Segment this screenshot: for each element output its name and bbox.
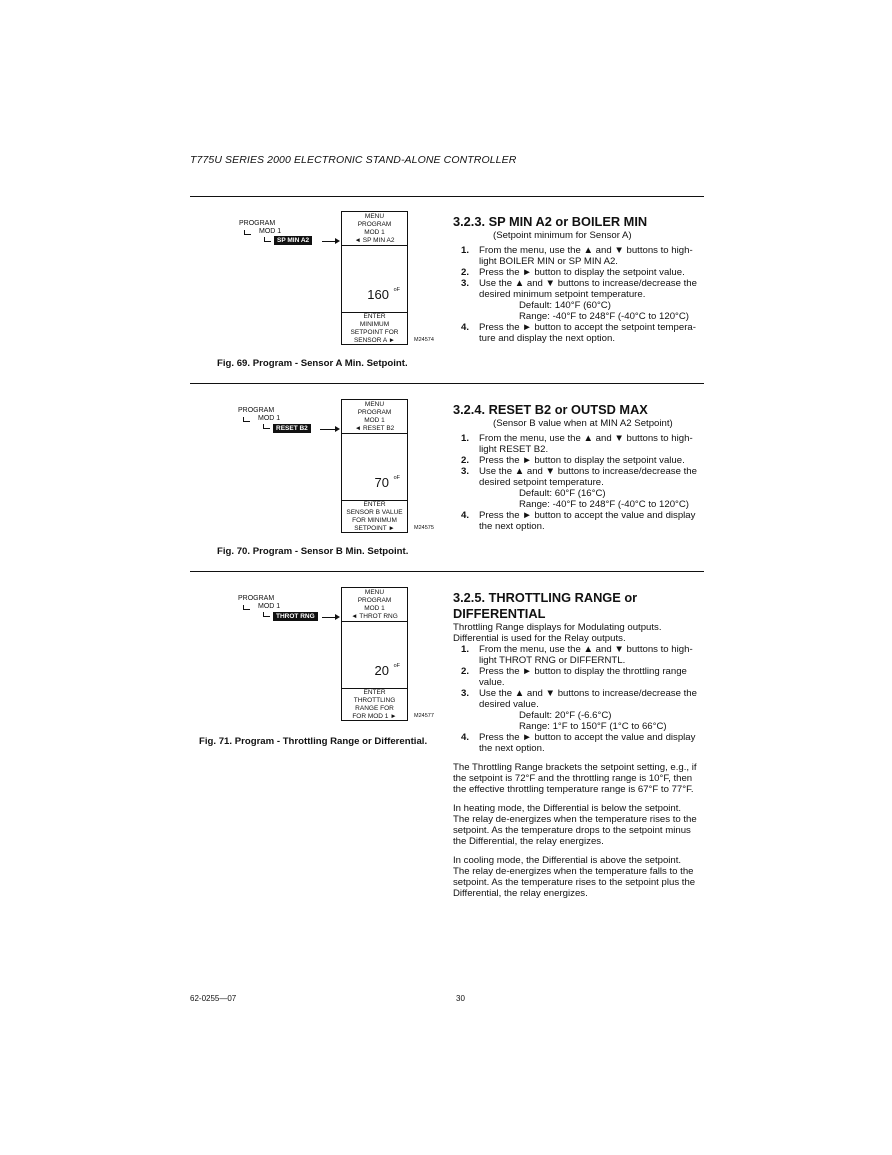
- tree-mod: MOD 1: [258, 415, 281, 422]
- title-line: DIFFERENTIAL: [453, 606, 546, 621]
- display-line: ENTER: [363, 689, 386, 696]
- step-number: 4.: [461, 510, 470, 521]
- intro-text: Differential is used for the Relay outputs.: [453, 633, 626, 644]
- step-text: desired value.: [479, 699, 539, 710]
- display-line: ◄ THROT RNG: [351, 613, 398, 620]
- range-value: Range: 1°F to 150°F (1°C to 66°C): [519, 721, 667, 732]
- arrow-head: [335, 238, 340, 244]
- step-number: 2.: [461, 666, 470, 677]
- menu-tag: THROT RNG: [273, 612, 318, 621]
- paragraph-line: the setpoint is 72°F and the throttling range is 10°F, then: [453, 773, 693, 784]
- step-number: 1.: [461, 433, 470, 444]
- display-footer: [342, 688, 407, 720]
- step-item: [453, 510, 709, 532]
- step-number: 1.: [461, 245, 470, 256]
- step-number: 4.: [461, 732, 470, 743]
- tree-program: PROGRAM: [238, 407, 275, 414]
- divider: [190, 571, 704, 572]
- display-line: MINIMUM: [359, 321, 390, 328]
- step-number: 4.: [461, 322, 470, 333]
- display-header: [342, 212, 407, 246]
- step-text: desired setpoint temperature.: [479, 477, 604, 488]
- figure-69-diagram: [236, 211, 440, 357]
- step-number: 3.: [461, 466, 470, 477]
- display-line: RANGE FOR: [355, 705, 394, 712]
- figure-code: M24574: [414, 337, 434, 343]
- display-line: ◄ RESET B2: [354, 425, 395, 432]
- paragraph-line: the effective throttling temperature range is 67°F to 77°F.: [453, 784, 694, 795]
- page-number: 30: [456, 994, 465, 1003]
- step-item: [453, 688, 709, 732]
- step-list: [453, 644, 709, 754]
- figure-caption: Fig. 71. Program - Throttling Range or Differential.: [199, 736, 428, 747]
- step-text: From the menu, use the ▲ and ▼ buttons to high-: [479, 644, 693, 655]
- display-line: ◄ SP MIN A2: [354, 237, 395, 244]
- paragraph-line: In cooling mode, the Differential is above the setpoint.: [453, 855, 682, 866]
- setpoint-value: 160: [367, 287, 389, 302]
- arrow-head: [335, 426, 340, 432]
- step-item: [453, 267, 709, 278]
- title-line: 3.2.5. THROTTLING RANGE or: [453, 590, 638, 605]
- paragraph-line: the Differential, the relay energizes.: [453, 836, 604, 847]
- tree-connector: [244, 230, 251, 235]
- section-title: [453, 590, 709, 622]
- step-item: [453, 278, 709, 322]
- menu-tag: SP MIN A2: [274, 236, 312, 245]
- step-number: 3.: [461, 688, 470, 699]
- range-value: Range: -40°F to 248°F (-40°C to 120°C): [519, 499, 689, 510]
- section-subtitle: (Setpoint minimum for Sensor A): [493, 230, 632, 241]
- tree-connector: [243, 417, 250, 422]
- unit-label: oF: [393, 287, 400, 293]
- paragraph-line: setpoint. As the temperature drops to the setpoint minus: [453, 825, 691, 836]
- display-line: MENU: [364, 401, 385, 408]
- step-number: 3.: [461, 278, 470, 289]
- step-text: value.: [479, 677, 505, 688]
- paragraph: [453, 855, 709, 899]
- step-text: Use the ▲ and ▼ buttons to increase/decrease the: [479, 278, 697, 289]
- tree-connector: [263, 612, 270, 617]
- section-3-2-3: [453, 214, 709, 344]
- section-3-2-4: [453, 402, 709, 532]
- arrow-line: [320, 429, 336, 430]
- display-line: SETPOINT ►: [354, 525, 395, 532]
- figure-caption: Fig. 70. Program - Sensor B Min. Setpoint.: [217, 546, 409, 557]
- arrow-line: [322, 241, 336, 242]
- step-text: light BOILER MIN or SP MIN A2.: [479, 256, 618, 267]
- step-text: Press the ► button to display the throttling range: [479, 666, 687, 677]
- display-header: [342, 400, 407, 434]
- paragraph-line: Differential, the relay energizes.: [453, 888, 588, 899]
- paragraph-line: The relay de-energizes when the temperature falls to the: [453, 866, 694, 877]
- display-line: MOD 1: [364, 417, 385, 424]
- display-line: FOR MOD 1 ►: [352, 713, 397, 720]
- step-text: Use the ▲ and ▼ buttons to increase/decrease the: [479, 466, 697, 477]
- range-value: Range: -40°F to 248°F (-40°C to 120°C): [519, 311, 689, 322]
- tree-connector: [264, 237, 271, 242]
- step-text: ture and display the next option.: [479, 333, 616, 344]
- lcd-display: [341, 587, 408, 721]
- display-header: [342, 588, 407, 622]
- step-text: Press the ► button to display the setpoint value.: [479, 455, 685, 466]
- paragraph: [453, 762, 709, 795]
- setpoint-value: 20: [374, 663, 389, 678]
- display-line: MOD 1: [364, 229, 385, 236]
- step-text: From the menu, use the ▲ and ▼ buttons to high-: [479, 433, 693, 444]
- step-text: light THROT RNG or DIFFERNTL.: [479, 655, 626, 666]
- setpoint-value: 70: [374, 475, 389, 490]
- step-list: [453, 245, 709, 344]
- default-value: Default: 60°F (16°C): [519, 488, 606, 499]
- display-value-area: [342, 244, 407, 313]
- step-item: [453, 245, 709, 267]
- display-line: MENU: [364, 589, 385, 596]
- arrow-line: [322, 617, 336, 618]
- figure-code: M24575: [414, 525, 434, 531]
- menu-tag: RESET B2: [273, 424, 311, 433]
- display-line: SENSOR B VALUE: [346, 509, 403, 516]
- arrow-head: [335, 614, 340, 620]
- step-text: Press the ► button to accept the value and display: [479, 732, 696, 743]
- section-subtitle: (Sensor B value when at MIN A2 Setpoint): [493, 418, 673, 429]
- figure-code: M24577: [414, 713, 434, 719]
- display-line: THROTTLING: [353, 697, 396, 704]
- step-item: [453, 433, 709, 455]
- section-title: 3.2.3. SP MIN A2 or BOILER MIN: [453, 214, 648, 229]
- step-text: desired minimum setpoint temperature.: [479, 289, 646, 300]
- unit-label: oF: [393, 663, 400, 669]
- default-value: Default: 20°F (-6.6°C): [519, 710, 612, 721]
- display-footer: [342, 500, 407, 532]
- figure-caption: Fig. 69. Program - Sensor A Min. Setpoint.: [217, 358, 408, 369]
- tree-program: PROGRAM: [238, 595, 275, 602]
- display-value-area: [342, 620, 407, 689]
- display-line: SETPOINT FOR: [350, 329, 399, 336]
- step-text: Press the ► button to accept the setpoint tempera-: [479, 322, 696, 333]
- step-item: [453, 455, 709, 466]
- section-3-2-5: [453, 590, 709, 899]
- step-text: Press the ► button to display the setpoint value.: [479, 267, 685, 278]
- tree-mod: MOD 1: [259, 228, 282, 235]
- paragraph-line: In heating mode, the Differential is below the setpoint.: [453, 803, 682, 814]
- paragraph: [453, 803, 709, 847]
- figure-71-diagram: [236, 587, 440, 733]
- step-number: 2.: [461, 455, 470, 466]
- default-value: Default: 140°F (60°C): [519, 300, 611, 311]
- display-line: SENSOR A ►: [353, 337, 396, 344]
- tree-connector: [263, 424, 270, 429]
- display-line: ENTER: [363, 313, 386, 320]
- step-item: [453, 644, 709, 666]
- display-value-area: [342, 432, 407, 501]
- display-line: PROGRAM: [357, 221, 392, 228]
- step-item: [453, 322, 709, 344]
- step-list: [453, 433, 709, 532]
- step-number: 2.: [461, 267, 470, 278]
- paragraph-line: The relay de-energizes when the temperature rises to the: [453, 814, 697, 825]
- document-number: 62-0255—07: [190, 994, 237, 1003]
- display-line: PROGRAM: [357, 409, 392, 416]
- display-line: MOD 1: [364, 605, 385, 612]
- figure-70-diagram: [236, 399, 440, 545]
- intro-text: Throttling Range displays for Modulating outputs.: [453, 622, 662, 633]
- divider: [190, 383, 704, 384]
- step-item: [453, 732, 709, 754]
- section-title: 3.2.4. RESET B2 or OUTSD MAX: [453, 402, 648, 417]
- step-text: light RESET B2.: [479, 444, 549, 455]
- step-text: From the menu, use the ▲ and ▼ buttons to high-: [479, 245, 693, 256]
- tree-mod: MOD 1: [258, 603, 281, 610]
- paragraph-line: The Throttling Range brackets the setpoint setting, e.g., if: [453, 762, 697, 773]
- tree-program: PROGRAM: [239, 220, 276, 227]
- paragraph-line: setpoint. As the temperature rises to the setpoint plus the: [453, 877, 696, 888]
- step-text: the next option.: [479, 521, 545, 532]
- display-line: PROGRAM: [357, 597, 392, 604]
- page-header: T775U SERIES 2000 ELECTRONIC STAND-ALONE CONTROLLER: [190, 154, 517, 166]
- step-text: Press the ► button to accept the value and display: [479, 510, 696, 521]
- lcd-display: [341, 211, 408, 345]
- tree-connector: [243, 605, 250, 610]
- step-text: the next option.: [479, 743, 545, 754]
- step-item: [453, 666, 709, 688]
- step-text: Use the ▲ and ▼ buttons to increase/decrease the: [479, 688, 697, 699]
- step-item: [453, 466, 709, 510]
- lcd-display: [341, 399, 408, 533]
- display-line: MENU: [364, 213, 385, 220]
- display-footer: [342, 312, 407, 344]
- divider: [190, 196, 704, 197]
- display-line: ENTER: [363, 501, 386, 508]
- step-number: 1.: [461, 644, 470, 655]
- unit-label: oF: [393, 475, 400, 481]
- display-line: FOR MINIMUM: [352, 517, 397, 524]
